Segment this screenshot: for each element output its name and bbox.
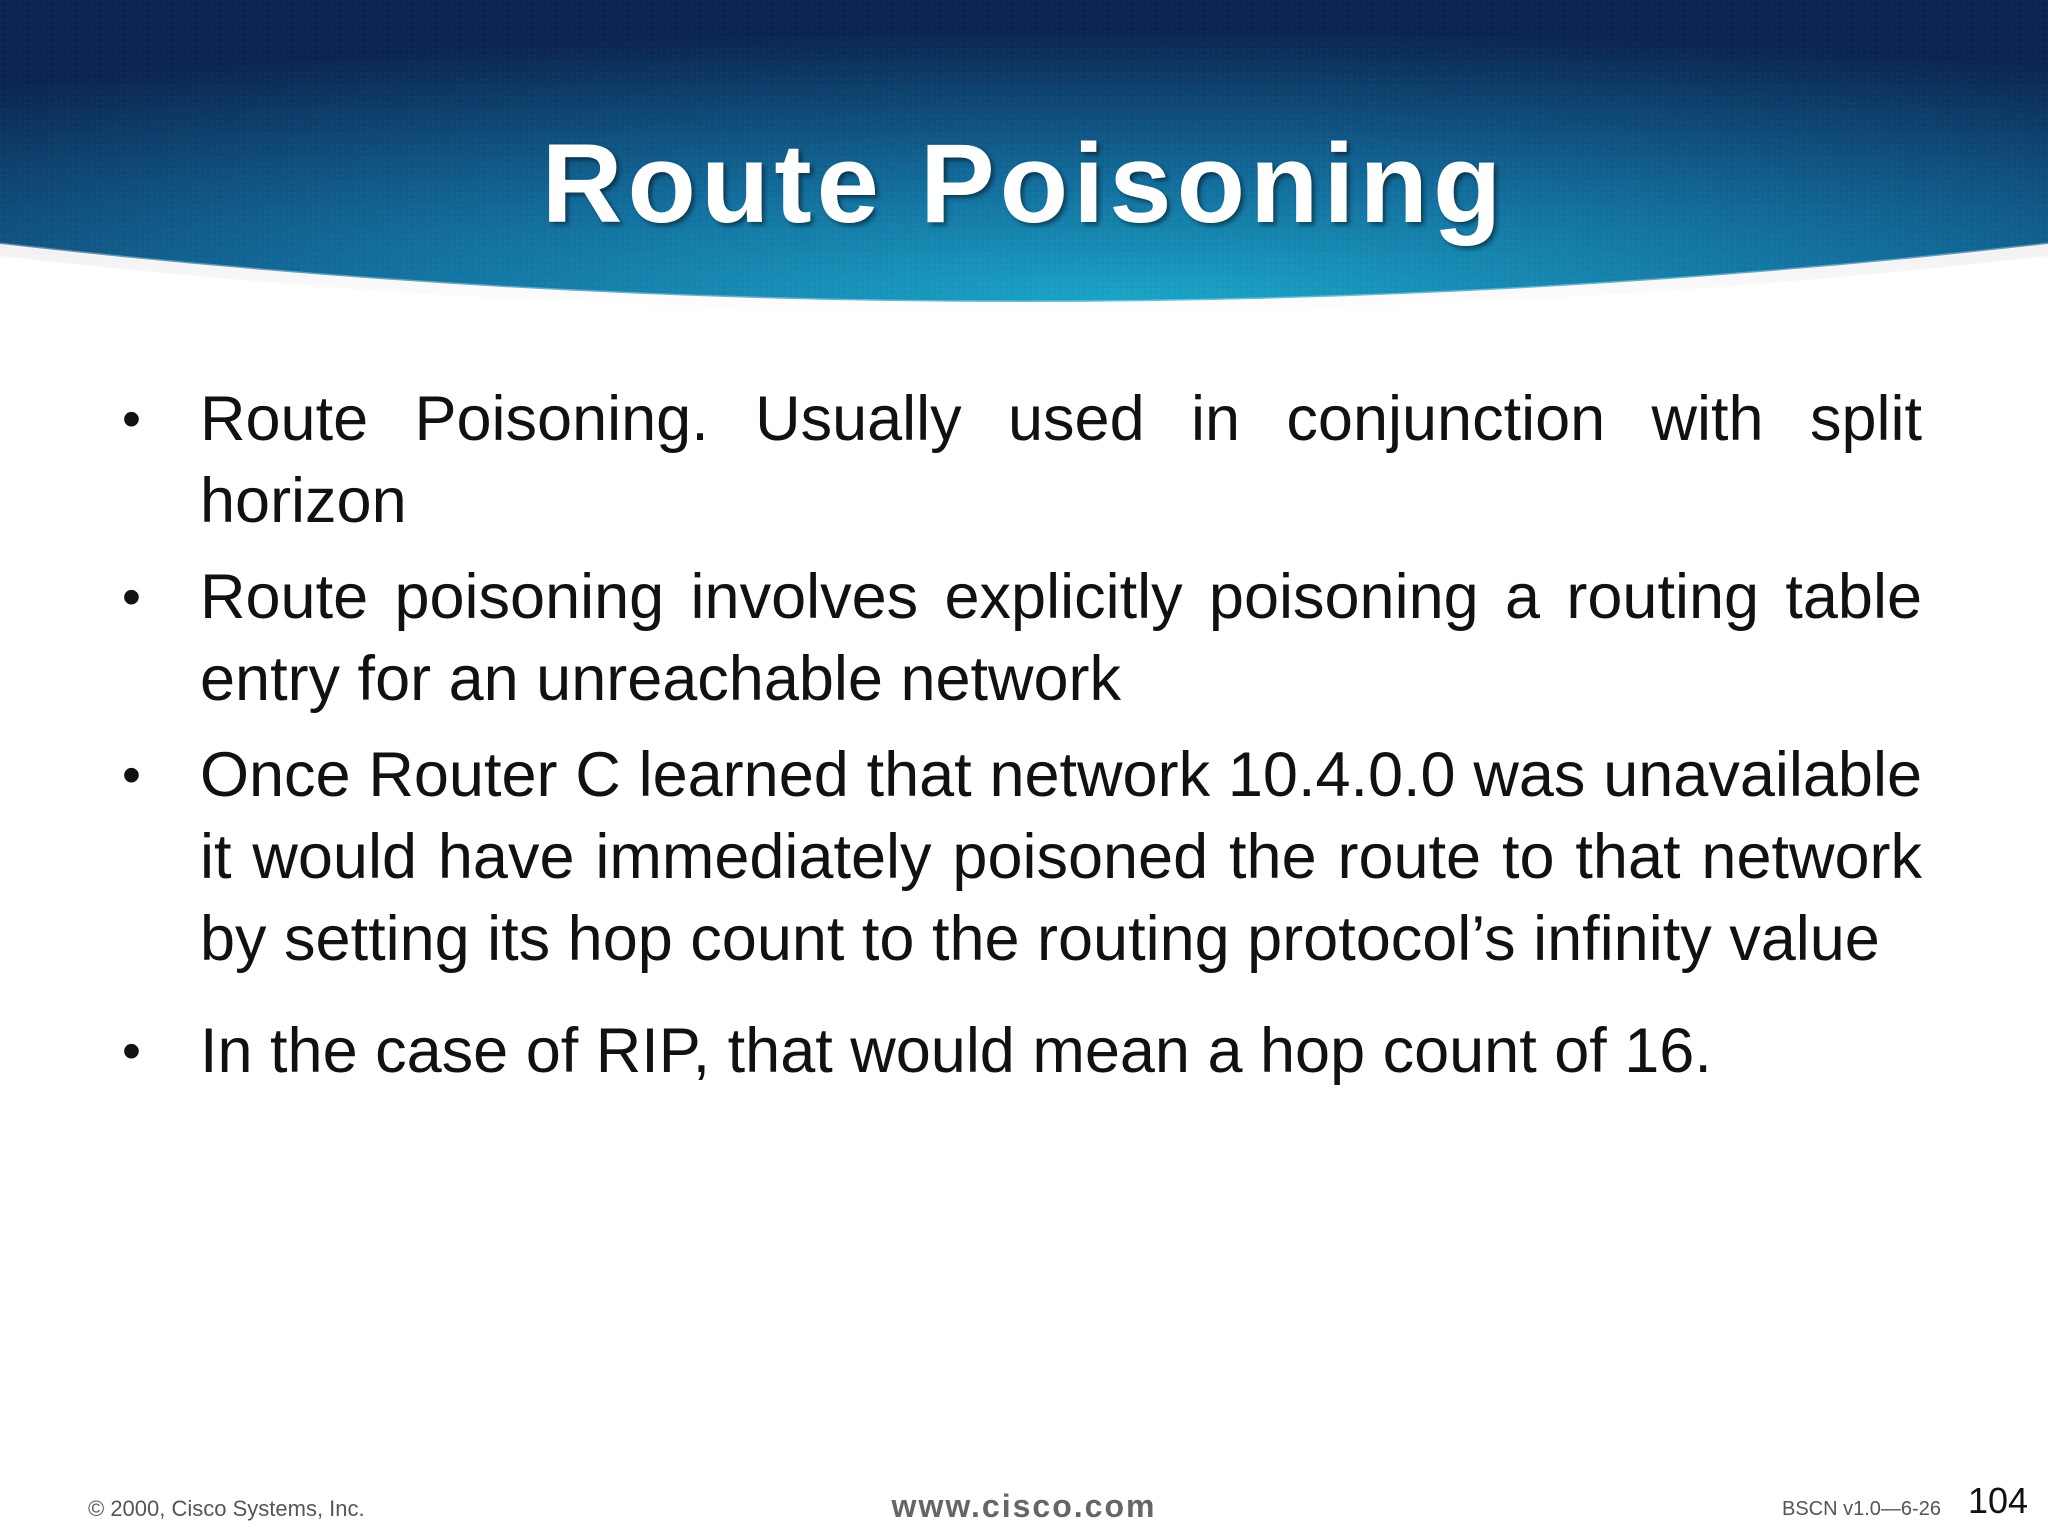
page-number: 104 bbox=[1968, 1480, 2029, 1521]
course-code: BSCN v1.0—6-26 bbox=[1782, 1498, 1941, 1520]
bullet-text: In the case of RIP, that would mean a hop count of 16. bbox=[200, 1016, 1712, 1086]
bullet-icon: • bbox=[122, 1021, 141, 1081]
bullet-item bbox=[122, 378, 1922, 542]
bullet-item bbox=[122, 1010, 1922, 1092]
copyright-notice: © 2000, Cisco Systems, Inc. bbox=[88, 1496, 365, 1521]
bullet-list bbox=[122, 378, 1922, 1106]
bullet-icon: • bbox=[122, 567, 141, 627]
bullet-icon: • bbox=[122, 745, 141, 805]
bullet-text: Once Router C learned that network 10.4.0.0 was unavailable it would have immediately poisoned the route to that network by setting its hop count to the routing protocol’s infinity value bbox=[200, 740, 1922, 974]
bullet-icon: • bbox=[122, 389, 141, 449]
bullet-item bbox=[122, 734, 1922, 980]
slide-title: Route Poisoning bbox=[541, 121, 1507, 246]
bullet-item bbox=[122, 556, 1922, 720]
website-link[interactable]: www.cisco.com bbox=[891, 1488, 1157, 1524]
bullet-text: Route poisoning involves explicitly poisoning a routing table entry for an unreachable network bbox=[200, 562, 1922, 714]
bullet-text: Route Poisoning. Usually used in conjunction with split horizon bbox=[200, 384, 1922, 536]
